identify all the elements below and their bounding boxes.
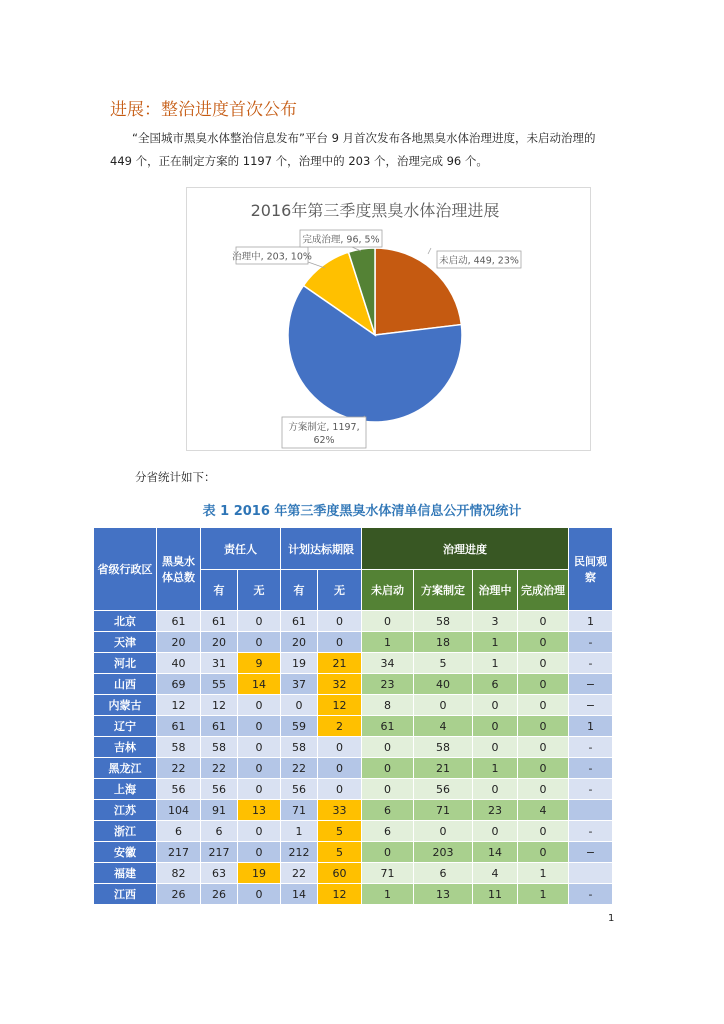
cell-r-has: 63 xyxy=(201,863,238,884)
header-total: 黑臭水体总数 xyxy=(157,528,201,611)
cell-r-no: 0 xyxy=(238,884,281,905)
cell-done: 0 xyxy=(518,779,569,800)
header-province: 省级行政区 xyxy=(94,528,157,611)
table-row xyxy=(94,674,613,695)
cell-plan: 71 xyxy=(414,800,473,821)
cell-done: 4 xyxy=(518,800,569,821)
header-deadline-none: 无 xyxy=(318,570,362,611)
province-cell: 江苏 xyxy=(94,800,157,821)
cell-ip: 0 xyxy=(473,821,518,842)
table-row xyxy=(94,737,613,758)
cell-r-has: 6 xyxy=(201,821,238,842)
cell-pub: 1 xyxy=(569,611,613,632)
cell-pub: - xyxy=(569,821,613,842)
cell-total: 58 xyxy=(157,737,201,758)
cell-done: 0 xyxy=(518,674,569,695)
cell-r-has: 55 xyxy=(201,674,238,695)
cell-ip: 1 xyxy=(473,653,518,674)
cell-d-has: 19 xyxy=(281,653,318,674)
cell-total: 217 xyxy=(157,842,201,863)
cell-ip: 3 xyxy=(473,611,518,632)
cell-r-no: 0 xyxy=(238,758,281,779)
header-progress: 治理进度 xyxy=(362,528,569,570)
intro-text: “全国城市黑臭水体整治信息发布”平台 9 月首次发布各地黑臭水体治理进度，未启动治理的 449 个，正在制定方案的 1197 个，治理中的 203 个，治理完成 96 个。 xyxy=(110,131,596,168)
cell-ip: 6 xyxy=(473,674,518,695)
cell-done: 0 xyxy=(518,695,569,716)
cell-r-no: 9 xyxy=(238,653,281,674)
cell-d-has: 0 xyxy=(281,695,318,716)
cell-done: 1 xyxy=(518,863,569,884)
header-deadline-has: 有 xyxy=(281,570,318,611)
cell-pub: - xyxy=(569,758,613,779)
cell-r-has: 91 xyxy=(201,800,238,821)
province-cell: 江西 xyxy=(94,884,157,905)
cell-plan: 0 xyxy=(414,821,473,842)
cell-d-no: 5 xyxy=(318,842,362,863)
cell-d-has: 1 xyxy=(281,821,318,842)
cell-done: 0 xyxy=(518,611,569,632)
cell-done: 0 xyxy=(518,842,569,863)
pie-label-planning xyxy=(282,416,366,448)
cell-d-no: 0 xyxy=(318,758,362,779)
cell-d-no: 0 xyxy=(318,611,362,632)
summary-line: 分省统计如下： xyxy=(135,470,216,484)
pie-slices xyxy=(288,248,462,422)
header-completed: 完成治理 xyxy=(518,570,569,611)
cell-pub: - xyxy=(569,653,613,674)
cell-ip: 0 xyxy=(473,737,518,758)
cell-ns: 0 xyxy=(362,611,414,632)
cell-d-has: 14 xyxy=(281,884,318,905)
cell-plan: 5 xyxy=(414,653,473,674)
cell-r-has: 31 xyxy=(201,653,238,674)
table-row xyxy=(94,842,613,863)
header-not-started: 未启动 xyxy=(362,570,414,611)
pie-label-not-started xyxy=(428,248,521,268)
cell-total: 56 xyxy=(157,779,201,800)
cell-plan: 13 xyxy=(414,884,473,905)
cell-pub xyxy=(569,800,613,821)
cell-plan: 4 xyxy=(414,716,473,737)
cell-r-no: 0 xyxy=(238,842,281,863)
cell-r-has: 217 xyxy=(201,842,238,863)
table-row xyxy=(94,863,613,884)
header-in-progress: 治理中 xyxy=(473,570,518,611)
cell-pub: − xyxy=(569,842,613,863)
cell-d-has: 59 xyxy=(281,716,318,737)
pie-chart-svg xyxy=(187,188,590,450)
cell-d-has: 61 xyxy=(281,611,318,632)
cell-pub: − xyxy=(569,674,613,695)
cell-ns: 8 xyxy=(362,695,414,716)
table-row xyxy=(94,758,613,779)
cell-d-no: 2 xyxy=(318,716,362,737)
province-cell: 吉林 xyxy=(94,737,157,758)
table-row xyxy=(94,884,613,905)
cell-r-has: 12 xyxy=(201,695,238,716)
cell-d-has: 22 xyxy=(281,758,318,779)
page-number: 1 xyxy=(608,913,615,924)
cell-d-no: 0 xyxy=(318,737,362,758)
cell-plan: 40 xyxy=(414,674,473,695)
section-heading: 进展：整治进度首次公布 xyxy=(110,100,297,120)
cell-plan: 6 xyxy=(414,863,473,884)
cell-total: 61 xyxy=(157,716,201,737)
cell-ns: 1 xyxy=(362,884,414,905)
cell-total: 69 xyxy=(157,674,201,695)
cell-total: 12 xyxy=(157,695,201,716)
pie-label-in-progress xyxy=(232,247,325,268)
province-cell: 北京 xyxy=(94,611,157,632)
cell-total: 20 xyxy=(157,632,201,653)
label-not-started: 未启动, 449, 23% xyxy=(439,255,519,267)
cell-total: 22 xyxy=(157,758,201,779)
cell-ns: 1 xyxy=(362,632,414,653)
cell-d-no: 12 xyxy=(318,884,362,905)
cell-r-has: 61 xyxy=(201,716,238,737)
cell-d-no: 60 xyxy=(318,863,362,884)
cell-plan: 203 xyxy=(414,842,473,863)
cell-done: 0 xyxy=(518,716,569,737)
cell-d-no: 5 xyxy=(318,821,362,842)
cell-r-no: 19 xyxy=(238,863,281,884)
table-row xyxy=(94,695,613,716)
cell-ns: 6 xyxy=(362,821,414,842)
cell-done: 0 xyxy=(518,653,569,674)
cell-plan: 0 xyxy=(414,695,473,716)
province-cell: 黑龙江 xyxy=(94,758,157,779)
cell-d-no: 0 xyxy=(318,632,362,653)
cell-ip: 0 xyxy=(473,779,518,800)
cell-ip: 23 xyxy=(473,800,518,821)
cell-r-has: 20 xyxy=(201,632,238,653)
cell-ns: 0 xyxy=(362,737,414,758)
header-responsible-none: 无 xyxy=(238,570,281,611)
cell-r-no: 0 xyxy=(238,695,281,716)
cell-ip: 0 xyxy=(473,695,518,716)
cell-done: 0 xyxy=(518,821,569,842)
cell-plan: 58 xyxy=(414,611,473,632)
cell-d-has: 212 xyxy=(281,842,318,863)
cell-pub: - xyxy=(569,632,613,653)
cell-d-no: 0 xyxy=(318,779,362,800)
cell-d-no: 32 xyxy=(318,674,362,695)
cell-total: 104 xyxy=(157,800,201,821)
cell-r-no: 0 xyxy=(238,821,281,842)
cell-plan: 56 xyxy=(414,779,473,800)
province-cell: 河北 xyxy=(94,653,157,674)
cell-total: 40 xyxy=(157,653,201,674)
cell-ns: 6 xyxy=(362,800,414,821)
cell-total: 6 xyxy=(157,821,201,842)
cell-ip: 0 xyxy=(473,716,518,737)
cell-d-has: 22 xyxy=(281,863,318,884)
cell-plan: 21 xyxy=(414,758,473,779)
table-row xyxy=(94,653,613,674)
cell-done: 0 xyxy=(518,632,569,653)
table-row xyxy=(94,632,613,653)
cell-pub: 1 xyxy=(569,716,613,737)
cell-pub: - xyxy=(569,779,613,800)
cell-r-has: 58 xyxy=(201,737,238,758)
cell-d-has: 71 xyxy=(281,800,318,821)
cell-d-has: 58 xyxy=(281,737,318,758)
table-row xyxy=(94,611,613,632)
cell-ip: 14 xyxy=(473,842,518,863)
stats-table-body xyxy=(94,611,613,905)
label-planning-2: 62% xyxy=(313,435,335,446)
cell-ns: 71 xyxy=(362,863,414,884)
cell-pub: − xyxy=(569,695,613,716)
cell-r-no: 0 xyxy=(238,779,281,800)
header-planning: 方案制定 xyxy=(414,570,473,611)
cell-ip: 1 xyxy=(473,632,518,653)
cell-ns: 34 xyxy=(362,653,414,674)
cell-done: 0 xyxy=(518,737,569,758)
cell-total: 61 xyxy=(157,611,201,632)
label-completed: 完成治理, 96, 5% xyxy=(302,234,380,246)
table-row xyxy=(94,779,613,800)
label-planning-1: 方案制定, 1197, xyxy=(288,422,360,433)
cell-ns: 0 xyxy=(362,758,414,779)
cell-plan: 18 xyxy=(414,632,473,653)
header-responsible: 责任人 xyxy=(201,528,281,570)
cell-pub: - xyxy=(569,884,613,905)
cell-ip: 1 xyxy=(473,758,518,779)
table-row xyxy=(94,800,613,821)
province-cell: 天津 xyxy=(94,632,157,653)
cell-r-no: 13 xyxy=(238,800,281,821)
cell-total: 26 xyxy=(157,884,201,905)
table-caption: 表 1 2016 年第三季度黑臭水体清单信息公开情况统计 xyxy=(202,504,522,519)
cell-pub xyxy=(569,863,613,884)
intro-paragraph xyxy=(110,127,610,173)
cell-r-no: 0 xyxy=(238,611,281,632)
cell-d-no: 21 xyxy=(318,653,362,674)
cell-ns: 23 xyxy=(362,674,414,695)
province-cell: 山西 xyxy=(94,674,157,695)
cell-pub: - xyxy=(569,737,613,758)
cell-total: 82 xyxy=(157,863,201,884)
province-cell: 辽宁 xyxy=(94,716,157,737)
cell-done: 1 xyxy=(518,884,569,905)
cell-r-has: 22 xyxy=(201,758,238,779)
cell-ns: 61 xyxy=(362,716,414,737)
cell-r-no: 0 xyxy=(238,737,281,758)
cell-r-has: 61 xyxy=(201,611,238,632)
table-row xyxy=(94,716,613,737)
cell-r-no: 14 xyxy=(238,674,281,695)
cell-plan: 58 xyxy=(414,737,473,758)
province-cell: 浙江 xyxy=(94,821,157,842)
header-responsible-has: 有 xyxy=(201,570,238,611)
chart-title: 2016年第三季度黑臭水体治理进展 xyxy=(250,201,500,220)
header-deadline: 计划达标期限 xyxy=(281,528,362,570)
cell-r-no: 0 xyxy=(238,632,281,653)
cell-r-no: 0 xyxy=(238,716,281,737)
table-row xyxy=(94,821,613,842)
province-cell: 上海 xyxy=(94,779,157,800)
stats-table xyxy=(93,527,613,905)
province-cell: 内蒙古 xyxy=(94,695,157,716)
cell-d-has: 20 xyxy=(281,632,318,653)
cell-ip: 11 xyxy=(473,884,518,905)
cell-r-has: 56 xyxy=(201,779,238,800)
cell-d-has: 37 xyxy=(281,674,318,695)
province-cell: 安徽 xyxy=(94,842,157,863)
cell-ns: 0 xyxy=(362,779,414,800)
pie-chart xyxy=(186,187,591,451)
cell-done: 0 xyxy=(518,758,569,779)
cell-d-has: 56 xyxy=(281,779,318,800)
label-in-progress: 治理中, 203, 10% xyxy=(232,251,312,263)
cell-ip: 4 xyxy=(473,863,518,884)
cell-r-has: 26 xyxy=(201,884,238,905)
cell-d-no: 33 xyxy=(318,800,362,821)
province-cell: 福建 xyxy=(94,863,157,884)
header-public: 民间观察 xyxy=(569,528,613,611)
cell-ns: 0 xyxy=(362,842,414,863)
cell-d-no: 12 xyxy=(318,695,362,716)
